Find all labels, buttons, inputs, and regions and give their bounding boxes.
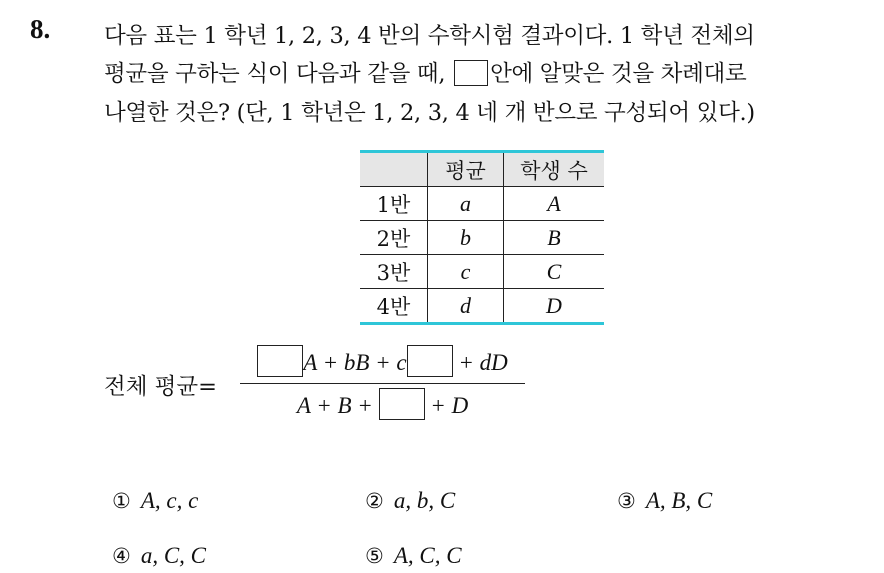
formula-label: 전체 평균= [104,374,217,400]
question-line-3: 나열한 것은? (단, 1 학년은 1, 2, 3, 4 네 개 반으로 구성되어 있다.) [104,100,755,126]
table-cell-class: 2반 [360,221,428,255]
choice-mark: ③ [617,489,636,513]
table-cell-class: 3반 [360,255,428,289]
table-row [360,289,604,324]
choice-text: a, C, C [140,543,207,568]
table-header-corner [360,152,428,187]
choice-text: a, b, C [393,488,456,513]
table-cell-students: C [504,255,605,289]
table-cell-students: D [504,289,605,324]
denominator-term-2: + D [424,393,469,418]
choice-5[interactable] [365,543,462,569]
question-number: 8. [30,14,51,44]
question-line-2-start: 평균을 구하는 식이 다음과 같을 때, [104,61,453,87]
formula-fraction [240,345,525,424]
table-cell-students: B [504,221,605,255]
table-cell-students: A [504,187,605,221]
formula-denominator [240,388,525,424]
table-header-row [360,152,604,187]
question-line-1: 다음 표는 1 학년 1, 2, 3, 4 반의 수학시험 결과이다. 1 학년 전체의 [104,23,755,49]
answer-blank-box [454,60,488,86]
table-cell-average: c [428,255,504,289]
table-header-average: 평균 [428,152,504,187]
table-cell-average: a [428,187,504,221]
denominator-term-1: A + B + [296,393,379,418]
score-table [360,150,604,325]
choice-1[interactable] [112,488,198,514]
numerator-term-2: + dD [452,350,508,375]
choice-4[interactable] [112,543,206,569]
table-cell-class: 4반 [360,289,428,324]
question-line-2 [104,56,746,88]
choice-mark: ② [365,489,384,513]
numerator-blank-box-2 [407,345,453,377]
table-row [360,221,604,255]
choice-2[interactable] [365,488,455,514]
choice-mark: ① [112,489,131,513]
denominator-blank-box [379,388,425,420]
table-cell-average: d [428,289,504,324]
choice-text: A, B, C [645,488,713,513]
fraction-bar [240,383,525,384]
formula-numerator [240,345,525,381]
choice-3[interactable] [617,488,712,514]
question-line-2-end: 안에 알맞은 것을 차례대로 [490,61,747,87]
choice-mark: ④ [112,544,131,568]
choice-text: A, C, C [393,543,462,568]
numerator-blank-box-1 [257,345,303,377]
table-row [360,255,604,289]
table-cell-class: 1반 [360,187,428,221]
choice-text: A, c, c [140,488,199,513]
numerator-term-1: A + bB + c [303,350,407,375]
choice-mark: ⑤ [365,544,384,568]
table-header-students: 학생 수 [504,152,605,187]
table-cell-average: b [428,221,504,255]
table-row [360,187,604,221]
